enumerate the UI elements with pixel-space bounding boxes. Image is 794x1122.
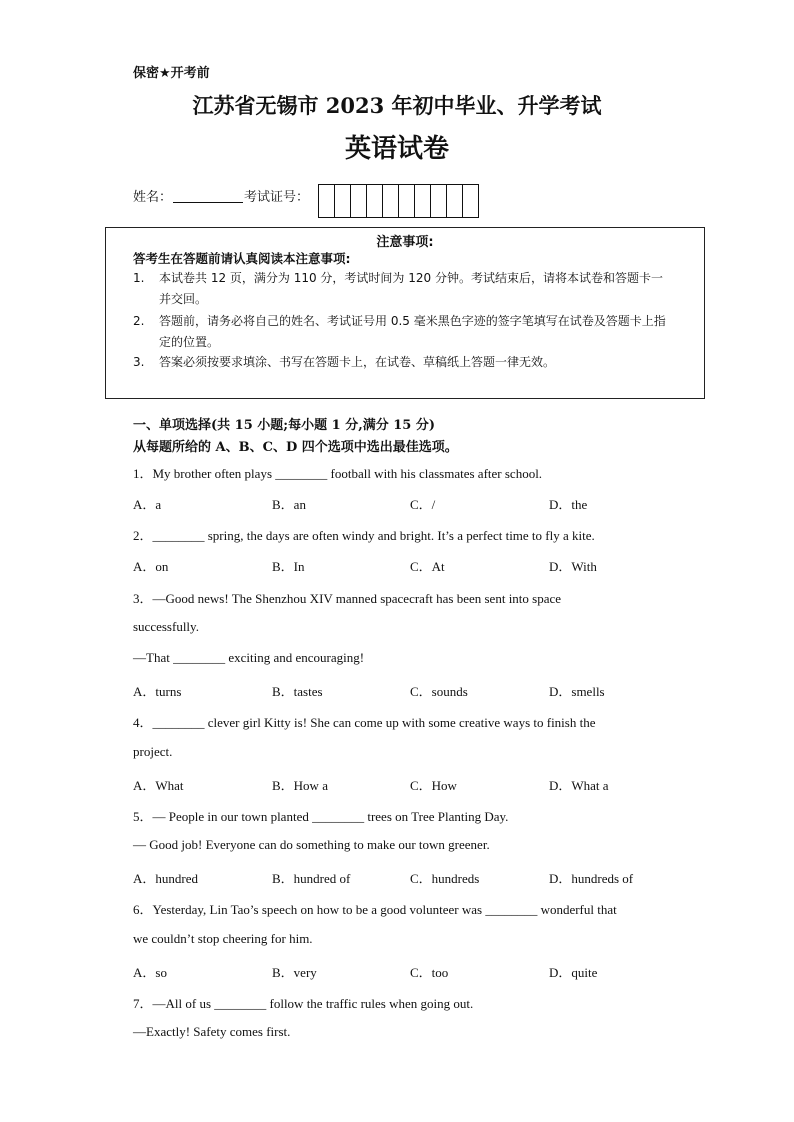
question-line: 7．—All of us ________ follow the traffic rules when going out. [133,996,474,1011]
question-line: project. [133,744,173,759]
id-label: 考试证号： [244,190,310,205]
id-digit-box[interactable] [319,185,335,217]
option-b[interactable]: B．How a [272,778,328,793]
option-c[interactable]: C．How [410,778,457,793]
option-b[interactable]: B．In [272,559,305,574]
question-line: 3．—Good news! The Shenzhou XIV manned spacecraft has been sent into space [133,591,562,606]
notice-item [133,352,673,373]
option-a[interactable]: A．on [133,559,169,574]
name-blank[interactable] [173,188,243,203]
notice-item-text: 本试卷共 12 页，满分为 110 分，考试时间为 120 分钟。考试结束后，请将本试卷和答题卡一并交回。 [159,271,663,306]
question-line: 4．________ clever girl Kitty is! She can come up with some creative ways to finish the [133,715,596,730]
option-a[interactable]: A．turns [133,684,182,699]
notice-title: 注意事项: [376,235,434,250]
question-line: 6．Yesterday, Lin Tao’s speech on how to be a good volunteer was ________ wonderful that [133,902,617,917]
name-label: 姓名： [133,190,173,205]
section-instruction: 从每题所给的 A、B、C、D 四个选项中选出最佳选项。 [133,440,458,455]
notice-item-text: 答题前，请务必将自己的姓名、考试证号用 0.5 毫米黑色字迹的签字笔填写在试卷及答题卡上指定的位置。 [159,314,666,349]
option-c[interactable]: C．hundreds [410,871,480,886]
option-b[interactable]: B．tastes [272,684,323,699]
id-digit-box[interactable] [367,185,383,217]
option-c[interactable]: C．sounds [410,684,468,699]
notice-intro: 答考生在答题前请认真阅读本注意事项: [133,251,351,266]
exam-id-boxes [318,184,479,218]
exam-title: 江苏省无锡市 2023 年初中毕业、升学考试 [192,93,602,118]
option-d[interactable]: D．What a [549,778,609,793]
exam-subtitle: 英语试卷 [344,134,449,164]
notice-item-number: 2. [133,314,145,328]
option-d[interactable]: D．With [549,559,597,574]
option-d[interactable]: D．quite [549,965,598,980]
option-a[interactable]: A．a [133,497,162,512]
notice-box [105,227,705,399]
question-line: — Good job! Everyone can do something to make our town greener. [133,837,490,852]
confidential-label: 保密★开考前 [133,66,210,81]
id-digit-box[interactable] [383,185,399,217]
option-a[interactable]: A．What [133,778,184,793]
id-digit-box[interactable] [415,185,431,217]
option-d[interactable]: D．smells [549,684,605,699]
option-c[interactable]: C．too [410,965,449,980]
section-title: 一、单项选择(共 15 小题;每小题 1 分,满分 15 分) [133,418,436,433]
question-line: —Exactly! Safety comes first. [133,1024,291,1039]
question-line: 1．My brother often plays ________ football with his classmates after school. [133,466,543,481]
question-line: successfully. [133,619,199,634]
notice-item [133,268,673,310]
notice-item-number: 3. [133,355,145,369]
question-line: —That ________ exciting and encouraging! [133,650,365,665]
option-a[interactable]: A．hundred [133,871,198,886]
option-c[interactable]: C．/ [410,497,436,512]
option-a[interactable]: A．so [133,965,167,980]
option-d[interactable]: D．the [549,497,588,512]
option-b[interactable]: B．an [272,497,306,512]
option-b[interactable]: B．very [272,965,317,980]
id-digit-box[interactable] [447,185,463,217]
notice-item-text: 答案必须按要求填涂、书写在答题卡上，在试卷、草稿纸上答题一律无效。 [159,355,556,369]
notice-item-number: 1. [133,271,145,285]
candidate-info-row [133,186,309,205]
id-digit-box[interactable] [399,185,415,217]
question-line: 5．— People in our town planted ________ trees on Tree Planting Day. [133,809,509,824]
option-d[interactable]: D．hundreds of [549,871,634,886]
id-digit-box[interactable] [463,185,478,217]
notice-item [133,311,673,353]
id-digit-box[interactable] [335,185,351,217]
option-c[interactable]: C．At [410,559,445,574]
question-line: 2．________ spring, the days are often windy and bright. It’s a perfect time to fly a kite. [133,528,595,543]
id-digit-box[interactable] [431,185,447,217]
id-digit-box[interactable] [351,185,367,217]
option-b[interactable]: B．hundred of [272,871,351,886]
question-line: we couldn’t stop cheering for him. [133,931,313,946]
